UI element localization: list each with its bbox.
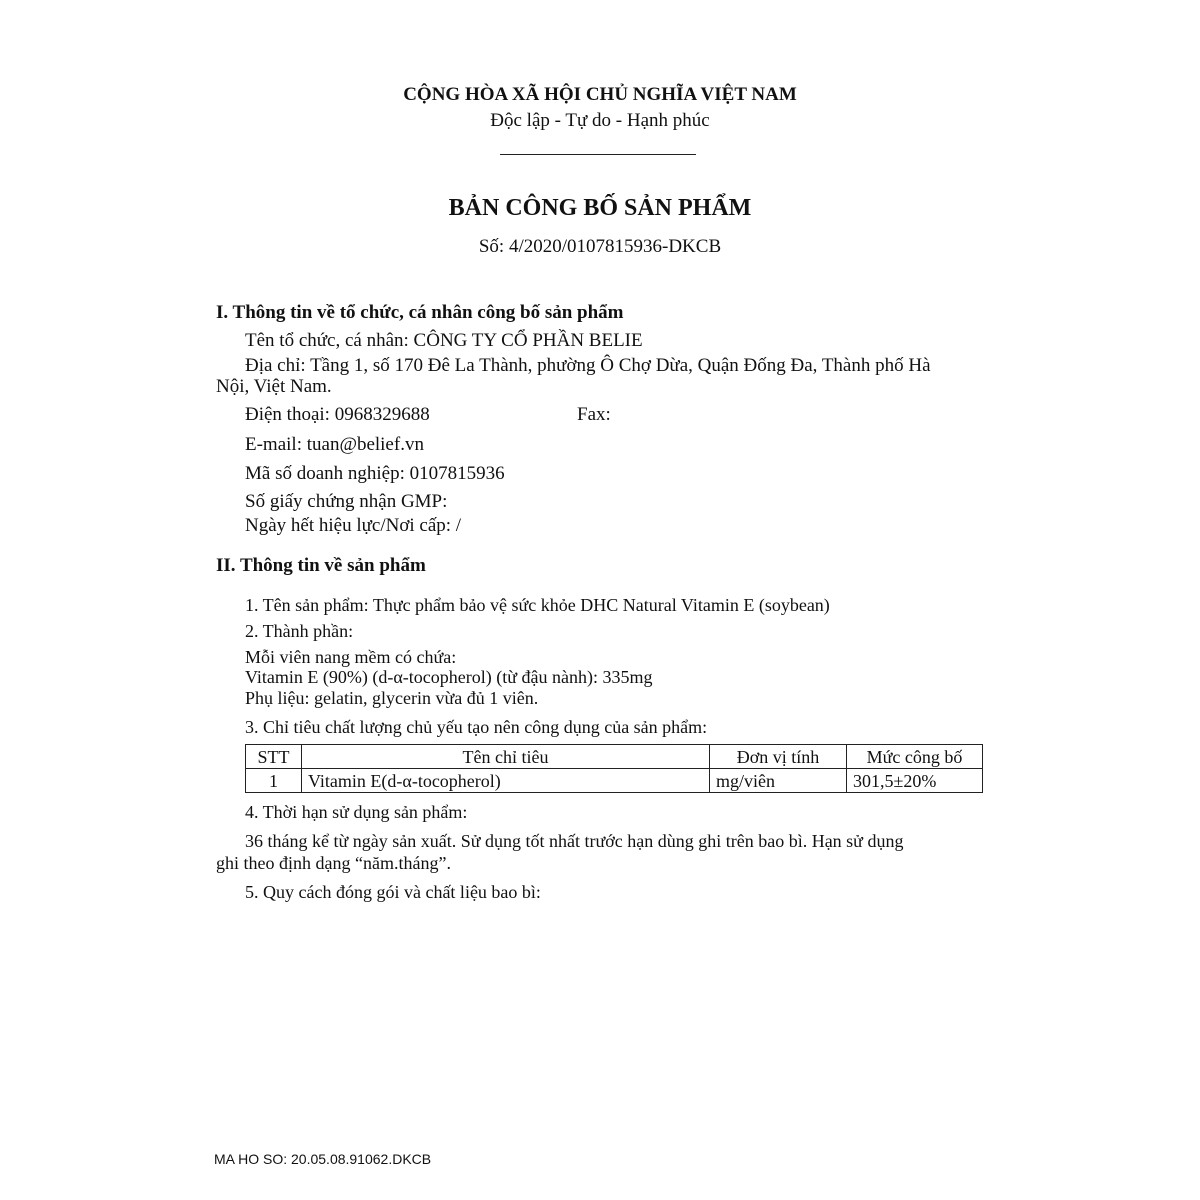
gmp-certificate: Số giấy chứng nhận GMP:: [245, 491, 448, 512]
ingredients-line1: Mỗi viên nang mềm có chứa:: [245, 647, 457, 667]
quality-heading: 3. Chỉ tiêu chất lượng chủ yếu tạo nên công dụng của sản phẩm:: [245, 717, 708, 737]
shelf-life-line1: 36 tháng kể từ ngày sản xuất. Sử dụng tốt nhất trước hạn dùng ghi trên bao bì. Hạn sử dụng: [245, 831, 904, 851]
table-header-cell: Tên chỉ tiêu: [302, 745, 710, 769]
shelf-life-heading: 4. Thời hạn sử dụng sản phẩm:: [245, 802, 468, 822]
shelf-life-line2: ghi theo định dạng “năm.tháng”.: [216, 853, 451, 873]
expiry-issuer: Ngày hết hiệu lực/Nơi cấp: /: [245, 515, 462, 536]
email: E-mail: tuan@belief.vn: [245, 434, 424, 455]
table-row: [246, 769, 983, 793]
business-code: Mã số doanh nghiệp: 0107815936: [245, 463, 505, 484]
packaging-heading: 5. Quy cách đóng gói và chất liệu bao bì:: [245, 882, 541, 902]
table-header-cell: Đơn vị tính: [710, 745, 847, 769]
org-name: Tên tổ chức, cá nhân: CÔNG TY CỔ PHẦN BELIE: [245, 330, 643, 351]
ingredients-line2: Vitamin E (90%) (d-α-tocopherol) (từ đậu nành): 335mg: [245, 667, 653, 687]
header-divider: [500, 154, 696, 155]
table-cell: mg/viên: [710, 769, 847, 793]
ingredients-heading: 2. Thành phần:: [245, 621, 354, 641]
ingredients-line3: Phụ liệu: gelatin, glycerin vừa đủ 1 viên.: [245, 688, 539, 708]
section2-heading: II. Thông tin về sản phẩm: [216, 555, 426, 576]
table-header-cell: Mức công bố: [847, 745, 983, 769]
address-line2: Nội, Việt Nam.: [216, 376, 332, 397]
nation-heading: CỘNG HÒA XÃ HỘI CHỦ NGHĨA VIỆT NAM: [403, 84, 797, 105]
table-cell: 301,5±20%: [847, 769, 983, 793]
motto: Độc lập - Tự do - Hạnh phúc: [490, 110, 710, 131]
table-cell: 1: [246, 769, 302, 793]
table-header-cell: STT: [246, 745, 302, 769]
document-title: BẢN CÔNG BỐ SẢN PHẨM: [448, 195, 752, 221]
file-code: MA HO SO: 20.05.08.91062.DKCB: [214, 1151, 432, 1167]
quality-table: [245, 744, 983, 793]
section1-heading: I. Thông tin về tổ chức, cá nhân công bố sản phẩm: [216, 302, 624, 323]
table-cell: Vitamin E(d-α-tocopherol): [302, 769, 710, 793]
document-number: Số: 4/2020/0107815936-DKCB: [478, 236, 722, 257]
phone: Điện thoại: 0968329688: [245, 404, 430, 425]
fax: Fax:: [577, 404, 611, 425]
address-line1: Địa chỉ: Tầng 1, số 170 Đê La Thành, phường Ô Chợ Dừa, Quận Đống Đa, Thành phố Hà: [245, 355, 931, 376]
table-header-row: [246, 745, 983, 769]
product-name: 1. Tên sản phẩm: Thực phẩm bảo vệ sức khỏe DHC Natural Vitamin E (soybean): [245, 595, 830, 615]
